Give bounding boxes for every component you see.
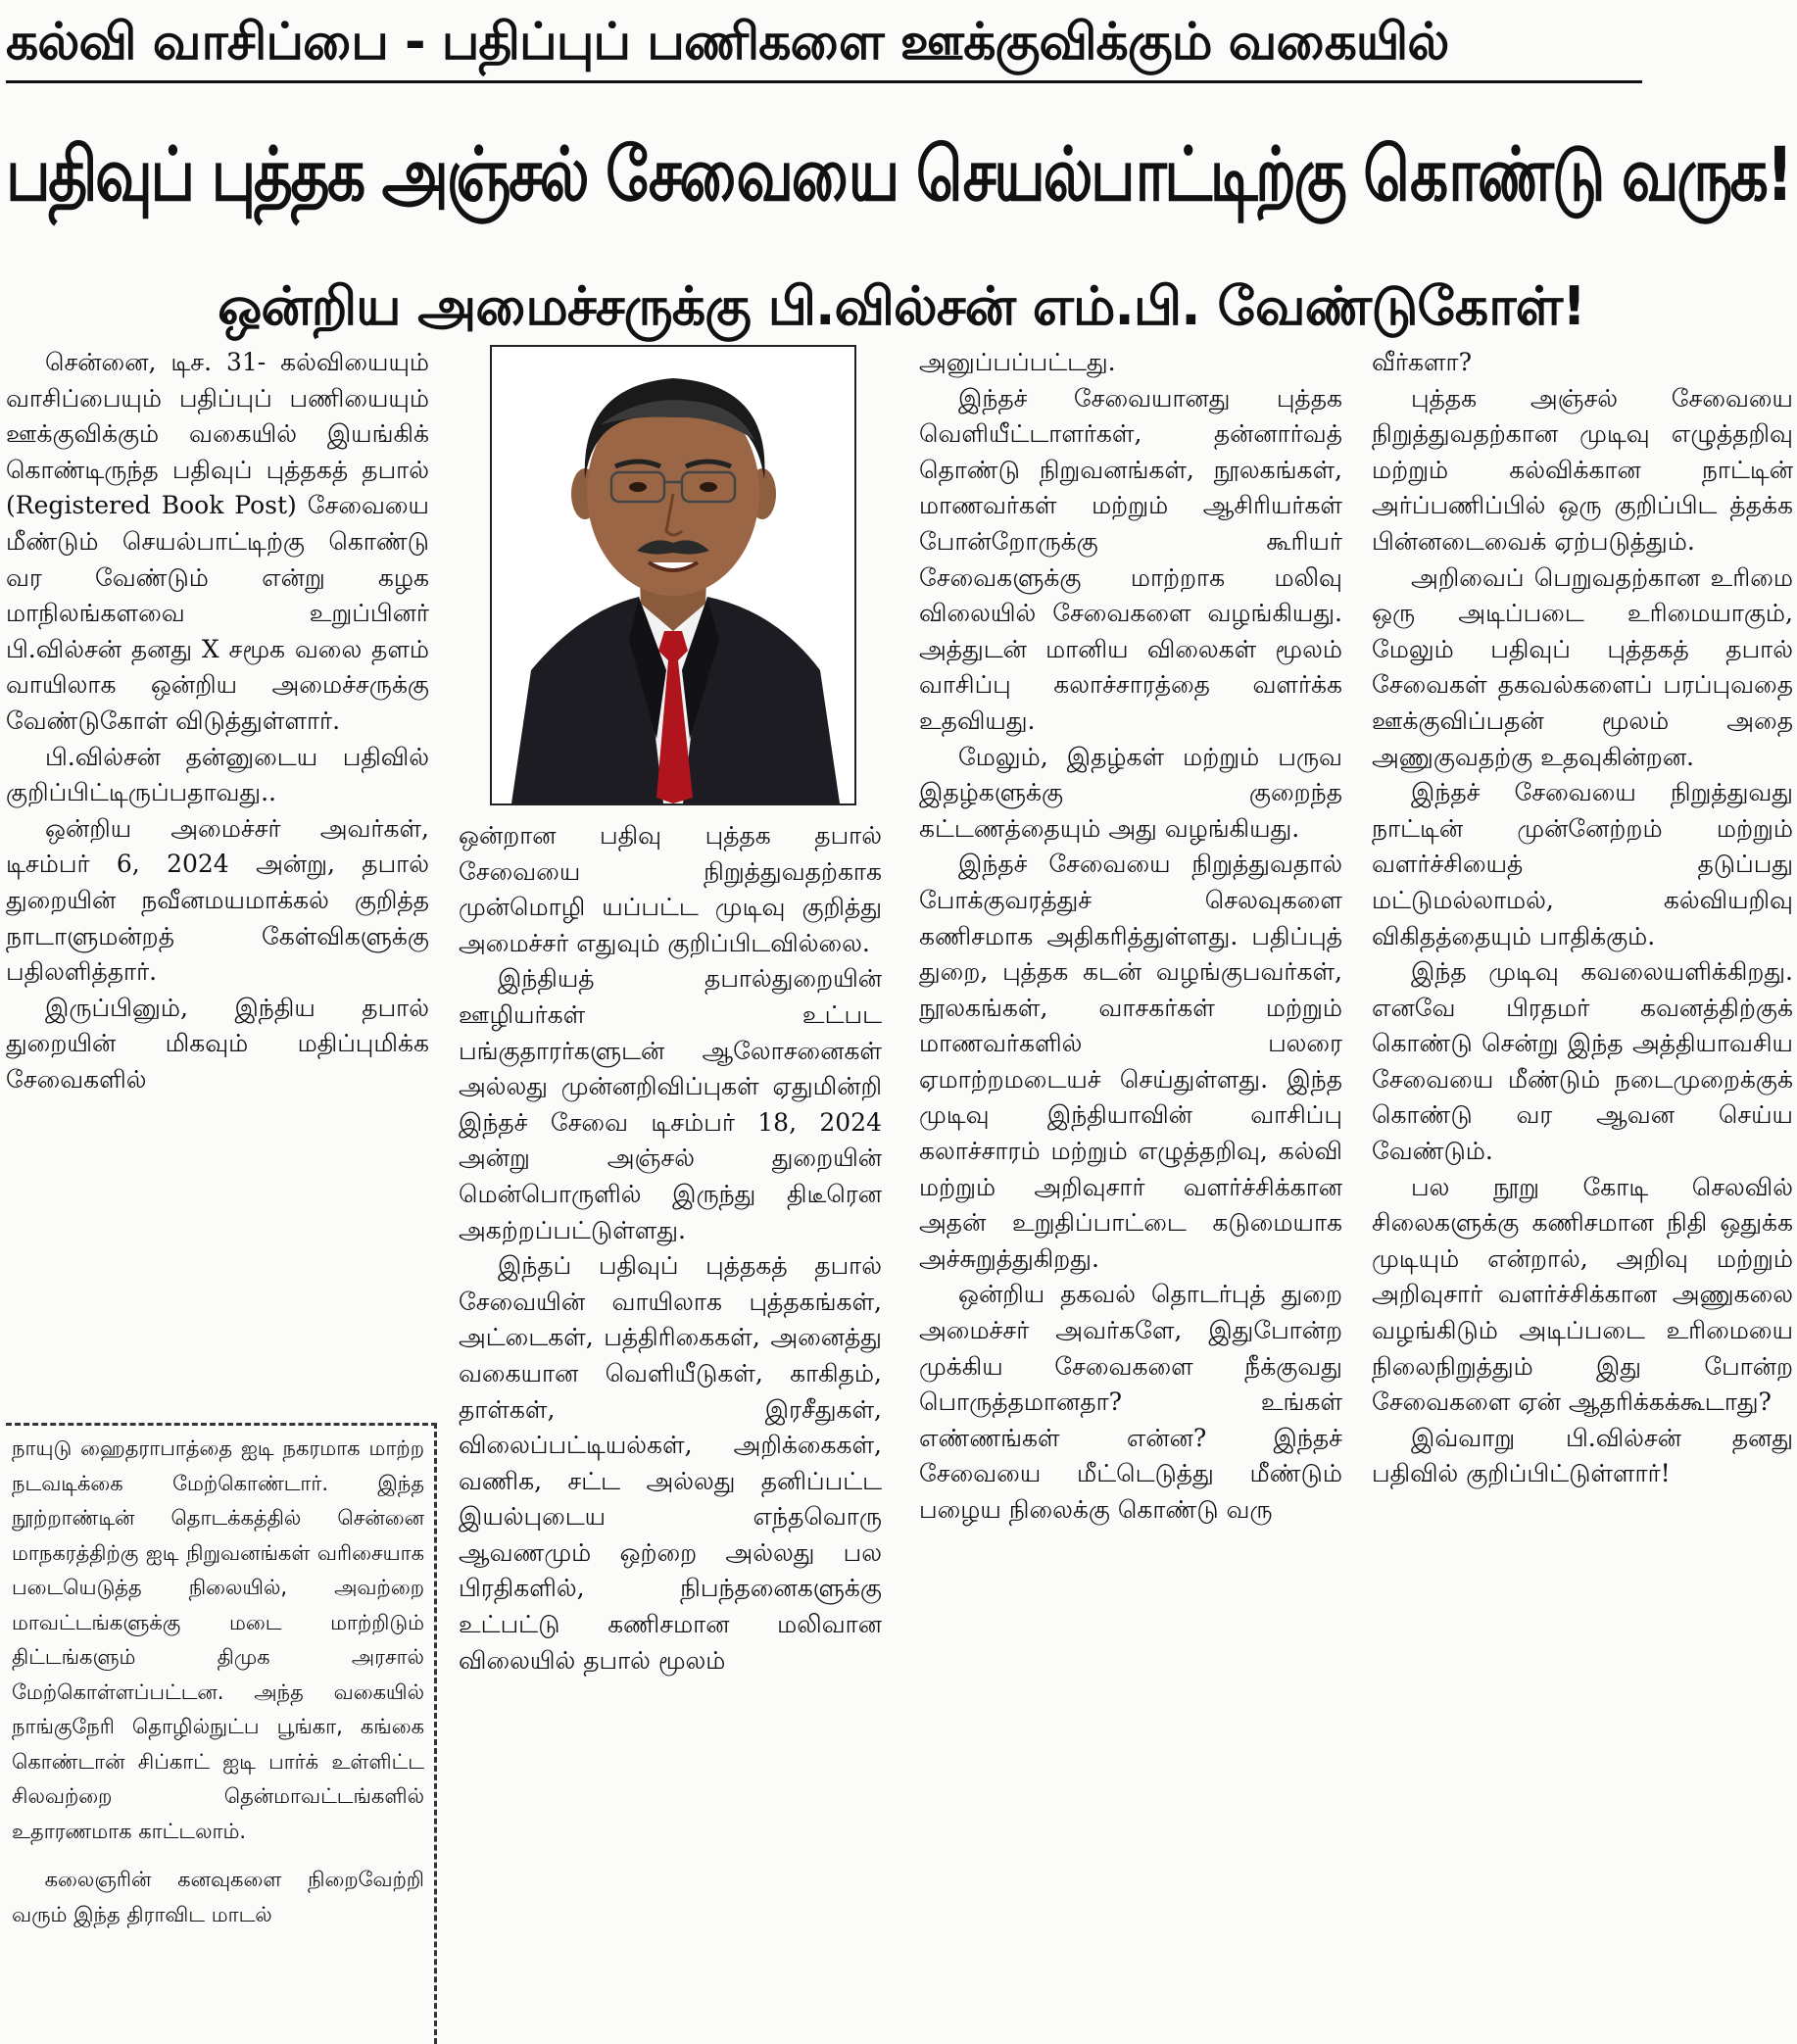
paragraph: இந்தப் பதிவுப் புத்தகத் தபால் சேவையின் வாயிலாக புத்தகங்கள், அட்டைகள், பத்திரிகைகள், அனைத்து வகையான வெளியீடுகள், காகிதம், தாள்கள், இரசீதுகள், விலைப்பட்டியல்கள், அறிக்கைகள், வணிக, சட்ட அல்லது தனிப்பட்ட இயல்புடைய எந்தவொரு ஆவணமும் ஒற்றை அல்லது பல பிரதிகளில், நிபந்தனைகளுக்கு உட்பட்டு கணிசமான மலிவான விலையில் தபால் மூலம் [459, 1251, 882, 1675]
paragraph: அறிவைப் பெறுவதற்கான உரிமை ஒரு அடிப்படை உரிமையாகும், மேலும் பதிவுப் புத்தகத் தபால் சேவைகள் தகவல்களைப் பரப்புவதை ஊக்குவிப்பதன் மூலம் அதை அணுகுவதற்கு உதவுகின்றன. [1372, 562, 1793, 771]
article-column-4 [1372, 345, 1793, 2044]
paragraph: ஒன்றிய அமைச்சர் அவர்கள், டிசம்பர் 6, 2024 அன்று, தபால் துறையின் நவீனமயமாக்கல் குறித்த நாடாளுமன்றத் கேள்விகளுக்கு பதிலளித்தார். [6, 813, 429, 987]
paragraph: கலைஞரின் கனவுகளை நிறைவேற்றி வரும் இந்த திராவிட மாடல் [12, 1868, 424, 1926]
paragraph: பல நூறு கோடி செலவில் சிலைகளுக்கு கணிசமான நிதி ஒதுக்க முடியும் என்றால், அறிவு மற்றும் அறிவுசார் வளர்ச்சிக்கான அணுகலை வழங்கிடும் அடிப்படை உரிமையை நிலைநிறுத்தும் இது போன்ற சேவைகளை ஏன் ஆதரிக்கக்கூடாது? [1372, 1172, 1793, 1417]
sub-headline: ஒன்றிய அமைச்சருக்கு பி.வில்சன் எம்.பி. வேண்டுகோள்! [218, 275, 1585, 337]
main-headline: பதிவுப் புத்தக அஞ்சல் சேவையை செயல்பாட்டிற்கு கொண்டு வருக! [6, 130, 1792, 218]
paragraph: நாயுடு ஹைதராபாத்தை ஐடி நகரமாக மாற்ற நடவடிக்கை மேற்கொண்டார். இந்த நூற்றாண்டின் தொடக்கத்தில் சென்னை மாநகரத்திற்கு ஐடி நிறுவனங்கள் வரிசையாக படையெடுத்த நிலையில், அவற்றை மாவட்டங்களுக்கு மடை மாற்றிடும் திட்டங்களும் திமுக அரசால் மேற்கொள்ளப்பட்டன. அந்த வகையில் நாங்குநேரி தொழில்நுட்ப பூங்கா, கங்கை கொண்டான் சிப்காட் ஐடி பார்க் உள்ளிட்ட சிலவற்றை தென்மாவட்டங்களில் உதாரணமாக காட்டலாம். [12, 1436, 424, 1843]
article-column-2 [459, 818, 882, 2044]
paragraph: அனுப்பப்பட்டது. [919, 348, 1116, 376]
paragraph: இந்தச் சேவையானது புத்தக வெளியீட்டாளர்கள், தன்னார்வத் தொண்டு நிறுவனங்கள், நூலகங்கள், மாணவர்கள் மற்றும் ஆசிரியர்கள் போன்றோருக்கு கூரியர் சேவைகளுக்கு மாற்றாக மலிவு விலையில் சேவைகளை வழங்கியது. அத்துடன் மானிய விலைகள் மூலம் வாசிப்பு கலாச்சாரத்தை வளர்க்க உதவியது. [919, 383, 1342, 735]
paragraph: சென்னை, டிச. 31- கல்வியையும் வாசிப்பையும் பதிப்புப் பணியையும் ஊக்குவிக்கும் வகையில் இயங்கிக் கொண்டிருந்த பதிவுப் புத்தகத் தபால் (Registered Book Post) சேவையை மீண்டும் செயல்பாட்டிற்கு கொண்டு வர வேண்டும் என்று கழக மாநிலங்களவை உறுப்பினர் பி.வில்சன் தனது X சமூக வலை தளம் வாயிலாக ஒன்றிய அமைச்சருக்கு வேண்டுகோள் விடுத்துள்ளார். [6, 348, 429, 735]
paragraph: புத்தக அஞ்சல் சேவையை நிறுத்துவதற்கான முடிவு எழுத்தறிவு மற்றும் கல்விக்கான நாட்டின் அர்ப்பணிப்பில் ஒரு குறிப்பிட த்தக்க பின்னடைவைக் ஏற்படுத்தும். [1372, 383, 1793, 556]
paragraph: பி.வில்சன் தன்னுடைய பதிவில் குறிப்பிட்டிருப்பதாவது.. [6, 742, 429, 807]
portrait-photo-icon [492, 347, 854, 803]
paragraph: இவ்வாறு பி.வில்சன் தனது பதிவில் குறிப்பிட்டுள்ளார்! [1372, 1423, 1793, 1488]
paragraph: இந்தச் சேவையை நிறுத்துவதால் போக்குவரத்துச் செலவுகளை கணிசமாக அதிகரித்துள்ளது. பதிப்புத் துறை, புத்தக கடன் வழங்குபவர்கள், நூலகங்கள், வாசகர்கள் மற்றும் மாணவர்களில் பலரை ஏமாற்றமடையச் செய்துள்ளது. இந்த முடிவு இந்தியாவின் வாசிப்பு கலாச்சாரம் மற்றும் எழுத்தறிவு, கல்வி மற்றும் அறிவுசார் வளர்ச்சிக்கான அதன் உறுதிப்பாட்டை கடுமையாக அச்சுறுத்துகிறது. [919, 850, 1342, 1273]
kicker-headline: கல்வி வாசிப்பை - பதிப்புப் பணிகளை ஊக்குவிக்கும் வகையில் [6, 4, 1642, 83]
article-column-3 [919, 345, 1342, 2044]
paragraph: இந்த முடிவு கவலையளிக்கிறது. எனவே பிரதமர் கவனத்திற்குக் கொண்டு சென்று இந்த அத்தியாவசிய சேவையை மீண்டும் நடைமுறைக்குக் கொண்டு வர ஆவன செய்ய வேண்டும். [1372, 957, 1793, 1166]
paragraph: மேலும், இதழ்கள் மற்றும் பருவ இதழ்களுக்கு குறைந்த கட்டணத்தையும் அது வழங்கியது. [919, 742, 1342, 843]
paragraph: இருப்பினும், இந்திய தபால் துறையின் மிகவும் மதிப்புமிக்க சேவைகளில் [6, 993, 429, 1094]
article-column-1 [6, 345, 429, 1405]
paragraph: வீர்களா? [1372, 348, 1473, 376]
continued-article-box [6, 1423, 437, 2044]
paragraph: இந்தியத் தபால்துறையின் ஊழியர்கள் உட்பட பங்குதாரர்களுடன் ஆலோசனைகள் அல்லது முன்னறிவிப்புகள் ஏதுமின்றி இந்தச் சேவை டிசம்பர் 18, 2024 அன்று அஞ்சல் துறையின் மென்பொருளில் இருந்து திடீரென அகற்றப்பட்டுள்ளது. [459, 964, 882, 1244]
paragraph: இந்தச் சேவையை நிறுத்துவது நாட்டின் முன்னேற்றம் மற்றும் வளர்ச்சியைத் தடுப்பது மட்டுமல்லாமல், கல்வியறிவு விகிதத்தையும் பாதிக்கும். [1372, 778, 1793, 950]
portrait-photo [490, 345, 856, 805]
paragraph: ஒன்றிய தகவல் தொடர்புத் துறை அமைச்சர் அவர்களே, இதுபோன்ற முக்கிய சேவைகளை நீக்குவது பொருத்தமானதா? உங்கள் எண்ணங்கள் என்ன? இந்தச் சேவையை மீட்டெடுத்து மீண்டும் பழைய நிலைக்கு கொண்டு வரு [919, 1280, 1342, 1524]
paragraph: ஒன்றான பதிவு புத்தக தபால் சேவையை நிறுத்துவதற்காக முன்மொழி யப்பட்ட முடிவு குறித்து அமைச்சர் எதுவும் குறிப்பிடவில்லை. [459, 821, 882, 957]
